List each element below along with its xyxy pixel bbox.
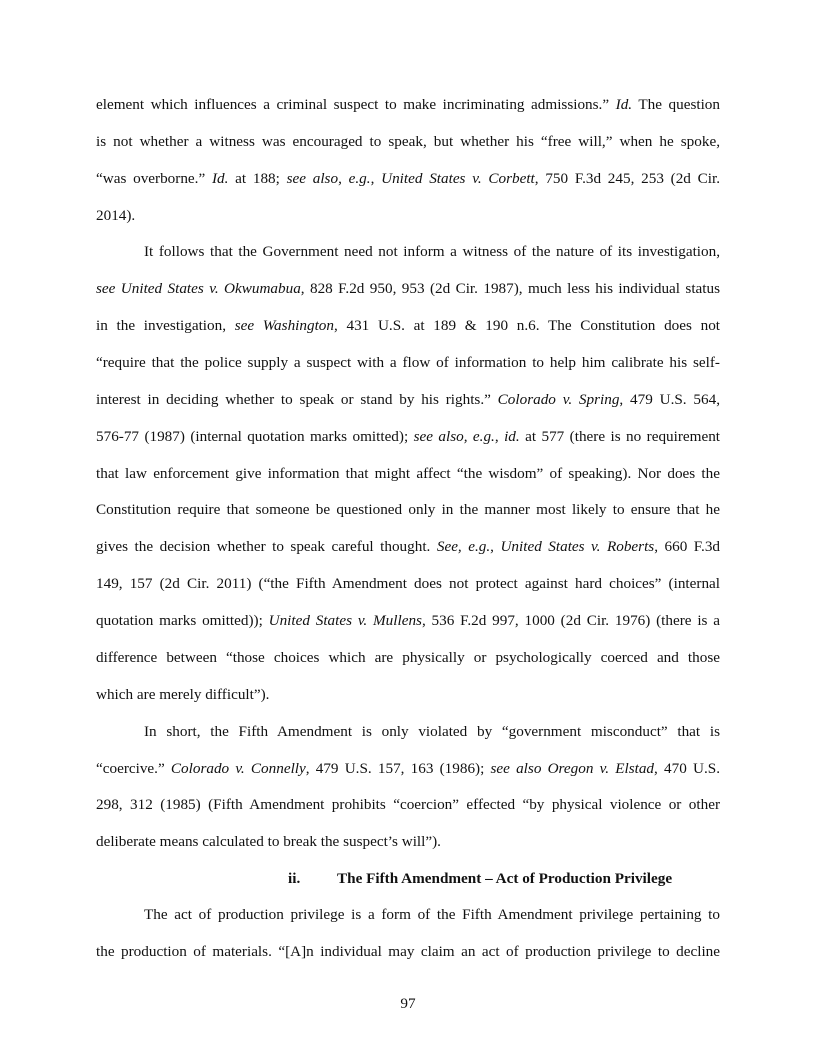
- text-line: 2014).: [96, 207, 136, 224]
- text-line: interest in deciding whether to speak or stand by his rights.” Colorado v. Spring, 479 U.S. 564,: [96, 391, 720, 408]
- page-number: 97: [400, 995, 416, 1012]
- text-line: Constitution require that someone be questioned only in the manner most likely to ensure that he: [96, 501, 720, 518]
- section-heading-number: ii.: [288, 870, 301, 887]
- text-line: difference between “those choices which are physically or psychologically coerced and those: [96, 649, 720, 666]
- text-line: gives the decision whether to speak careful thought. See, e.g., United States v. Roberts, 660 F.3d: [96, 538, 721, 555]
- text-line: that law enforcement give information that might affect “the wisdom” of speaking). Nor does the: [96, 465, 720, 482]
- section-heading-title: The Fifth Amendment – Act of Production Privilege: [337, 870, 673, 887]
- paragraph-first-line: It follows that the Government need not inform a witness of the nature of its investigation,: [144, 243, 720, 260]
- paragraph-first-line: The act of production privilege is a form of the Fifth Amendment privilege pertaining to: [144, 906, 720, 923]
- text-line: in the investigation, see Washington, 431 U.S. at 189 & 190 n.6. The Constitution does not: [96, 317, 721, 334]
- text-line: 576-77 (1987) (internal quotation marks omitted); see also, e.g., id. at 577 (there is no requirement: [96, 428, 721, 445]
- text-line: “coercive.” Colorado v. Connelly, 479 U.S. 157, 163 (1986); see also Oregon v. Elstad, 470 U.S.: [96, 760, 720, 777]
- text-line: is not whether a witness was encouraged to speak, but whether his “free will,” when he spoke,: [96, 133, 720, 150]
- paragraph-first-line: In short, the Fifth Amendment is only violated by “government misconduct” that is: [144, 723, 720, 740]
- text-line: which are merely difficult”).: [96, 686, 270, 703]
- text-line: the production of materials. “[A]n individual may claim an act of production privilege to decline: [96, 943, 720, 960]
- text-line: 149, 157 (2d Cir. 2011) (“the Fifth Amendment does not protect against hard choices” (internal: [96, 575, 720, 592]
- text-line: element which influences a criminal suspect to make incriminating admissions.” Id. The question: [96, 96, 720, 113]
- text-line: quotation marks omitted)); United States v. Mullens, 536 F.2d 997, 1000 (2d Cir. 1976) (there is a: [96, 612, 720, 629]
- text-line: “was overborne.” Id. at 188; see also, e.g., United States v. Corbett, 750 F.3d 245, 253 (2d Cir.: [96, 170, 721, 187]
- text-line: “require that the police supply a suspect with a flow of information to help him calibrate his self-: [96, 354, 720, 371]
- text-line: see United States v. Okwumabua, 828 F.2d 950, 953 (2d Cir. 1987), much less his individual status: [96, 280, 720, 297]
- text-line: deliberate means calculated to break the suspect’s will”).: [96, 833, 441, 850]
- text-line: 298, 312 (1985) (Fifth Amendment prohibits “coercion” effected “by physical violence or other: [96, 796, 720, 813]
